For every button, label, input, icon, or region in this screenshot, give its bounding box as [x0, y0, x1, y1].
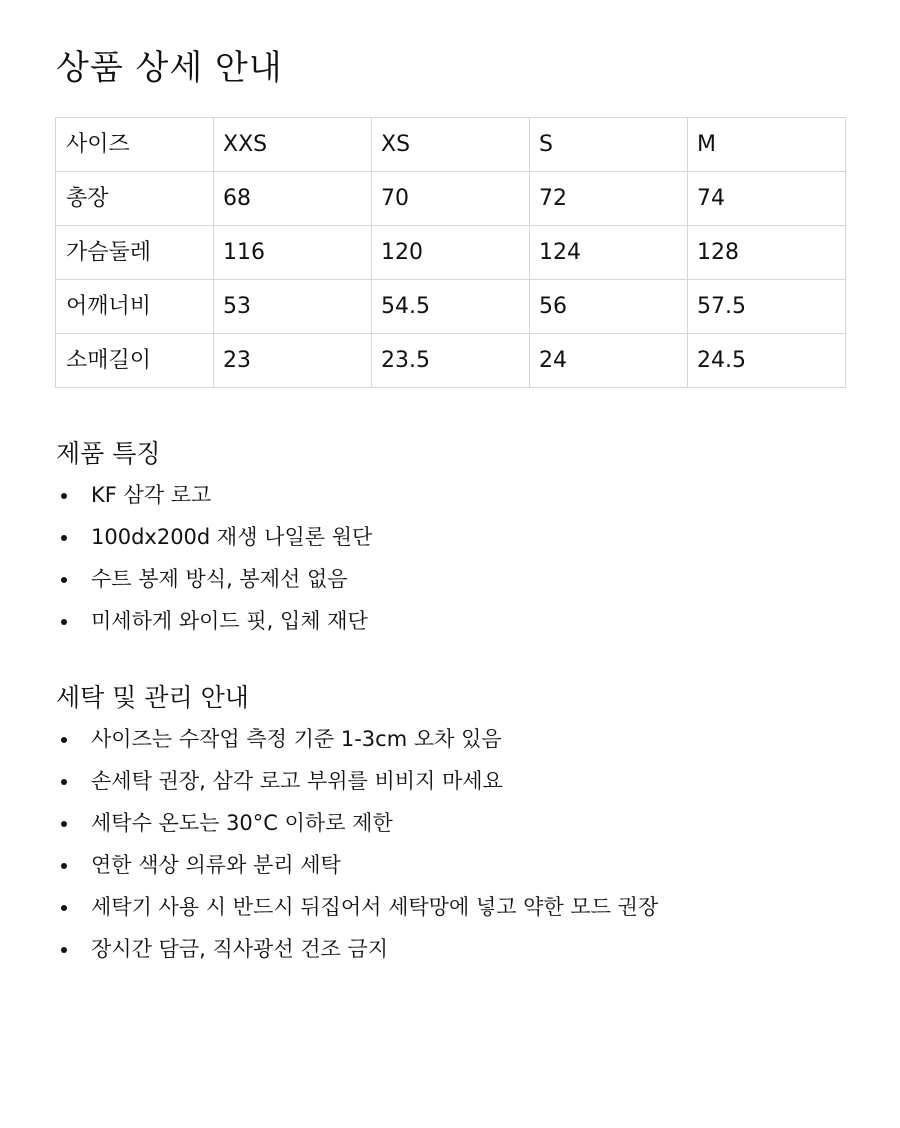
table-cell: 124 — [530, 226, 688, 280]
list-item-text: 미세하게 와이드 핏, 입체 재단 — [91, 609, 368, 633]
table-row — [56, 172, 846, 226]
table-cell: 128 — [688, 226, 846, 280]
bullet-icon — [61, 493, 67, 499]
list-item — [56, 886, 658, 928]
table-header-cell: S — [530, 118, 688, 172]
row-label: 총장 — [56, 172, 214, 226]
list-item-text: 손세탁 권장, 삼각 로고 부위를 비비지 마세요 — [91, 769, 503, 793]
table-cell: 116 — [214, 226, 372, 280]
list-item — [56, 802, 658, 844]
table-cell: 68 — [214, 172, 372, 226]
table-header-cell: XXS — [214, 118, 372, 172]
care-list — [56, 718, 658, 970]
table-header-cell: XS — [372, 118, 530, 172]
features-title: 제품 특징 — [56, 439, 161, 468]
table-cell: 57.5 — [688, 280, 846, 334]
table-cell: 23.5 — [372, 334, 530, 388]
list-item — [56, 558, 372, 600]
list-item-text: 세탁기 사용 시 반드시 뒤집어서 세탁망에 넣고 약한 모드 권장 — [91, 895, 659, 919]
table-header-cell: M — [688, 118, 846, 172]
table-row — [56, 280, 846, 334]
list-item — [56, 718, 658, 760]
size-table — [55, 117, 846, 388]
row-label: 가슴둘레 — [56, 226, 214, 280]
list-item-text: KF 삼각 로고 — [91, 483, 212, 507]
bullet-icon — [61, 821, 67, 827]
table-cell: 24.5 — [688, 334, 846, 388]
table-cell: 23 — [214, 334, 372, 388]
bullet-icon — [61, 863, 67, 869]
table-row — [56, 226, 846, 280]
list-item — [56, 516, 372, 558]
table-cell: 120 — [372, 226, 530, 280]
table-cell: 53 — [214, 280, 372, 334]
features-list — [56, 474, 372, 642]
care-title: 세탁 및 관리 안내 — [56, 683, 249, 712]
table-row — [56, 334, 846, 388]
list-item-text: 100dx200d 재생 나일론 원단 — [91, 525, 373, 549]
list-item-text: 장시간 담금, 직사광선 건조 금지 — [91, 937, 389, 961]
bullet-icon — [61, 779, 67, 785]
table-cell: 24 — [530, 334, 688, 388]
list-item — [56, 844, 658, 886]
list-item-text: 사이즈는 수작업 측정 기준 1-3cm 오차 있음 — [91, 727, 502, 751]
list-item — [56, 600, 372, 642]
bullet-icon — [61, 535, 67, 541]
list-item-text: 연한 색상 의류와 분리 세탁 — [91, 853, 341, 877]
table-header-row — [56, 118, 846, 172]
page-title: 상품 상세 안내 — [56, 48, 283, 88]
table-cell: 54.5 — [372, 280, 530, 334]
bullet-icon — [61, 619, 67, 625]
bullet-icon — [61, 737, 67, 743]
bullet-icon — [61, 905, 67, 911]
table-cell: 56 — [530, 280, 688, 334]
list-item — [56, 928, 658, 970]
bullet-icon — [61, 947, 67, 953]
bullet-icon — [61, 577, 67, 583]
table-cell: 70 — [372, 172, 530, 226]
row-label: 소매길이 — [56, 334, 214, 388]
table-cell: 72 — [530, 172, 688, 226]
table-header-cell: 사이즈 — [56, 118, 214, 172]
row-label: 어깨너비 — [56, 280, 214, 334]
list-item-text: 세탁수 온도는 30°C 이하로 제한 — [91, 811, 393, 835]
list-item — [56, 474, 372, 516]
list-item — [56, 760, 658, 802]
table-cell: 74 — [688, 172, 846, 226]
list-item-text: 수트 봉제 방식, 봉제선 없음 — [91, 567, 348, 591]
